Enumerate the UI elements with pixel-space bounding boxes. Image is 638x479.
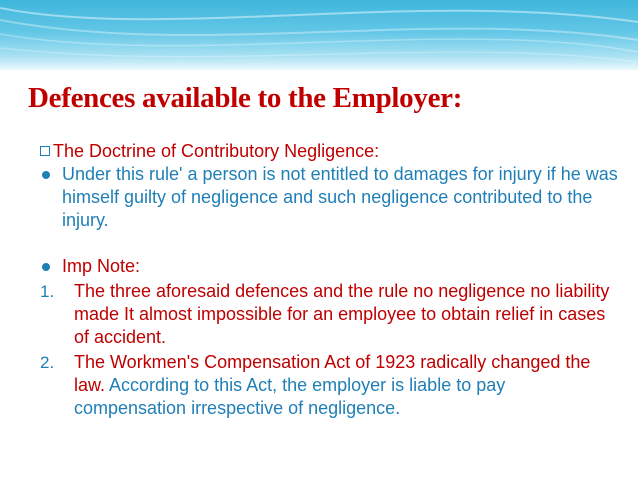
section-heading	[40, 140, 620, 163]
bullet-icon	[42, 263, 50, 271]
section-heading-text: The Doctrine of Contributory Negligence:	[53, 141, 380, 161]
list-item	[40, 280, 620, 349]
slide-content	[40, 140, 620, 420]
list-item-text-highlight: The Workmen's Compensation Act of 1923 radically changed the law.	[74, 352, 591, 395]
checkbox-icon	[40, 146, 50, 156]
bullet-icon	[42, 171, 50, 179]
note-bullet	[40, 255, 620, 278]
list-number: 2.	[40, 353, 55, 372]
list-item-text: The three aforesaid defences and the rule no negligence no liability made It almost impossible for an employee to obtain relief in cases of accident.	[74, 281, 610, 347]
note-label: Imp Note:	[62, 256, 141, 276]
list-number: 1.	[40, 282, 55, 301]
spacer	[40, 232, 620, 255]
rule-bullet	[40, 163, 620, 232]
list-item	[40, 351, 620, 420]
list-item-text: According to this Act, the employer is liable to pay compensation irrespective of negligence.	[74, 375, 506, 418]
wave-decoration	[0, 0, 638, 70]
header-banner	[0, 0, 638, 70]
rule-text: Under this rule' a person is not entitled to damages for injury if he was himself guilty of negligence and such negligence contributed to the injury.	[62, 164, 618, 230]
slide-title: Defences available to the Employer:	[28, 82, 463, 114]
